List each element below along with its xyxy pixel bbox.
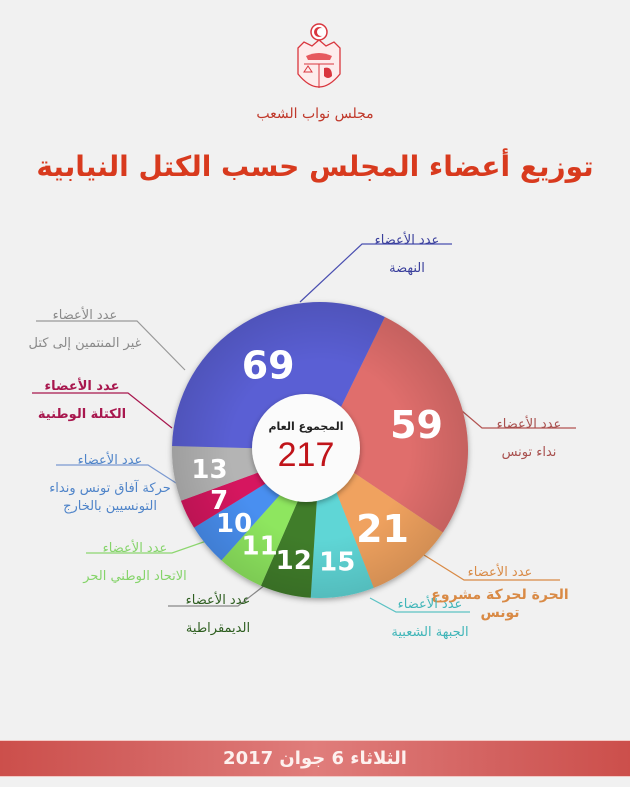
bloc-name-horra: الحرة لحركة مشروع تونس bbox=[431, 587, 569, 621]
bloc-name-ittihad: الاتحاد الوطني الحر bbox=[83, 569, 187, 584]
bloc-name-independents: غير المنتمين إلى كتل bbox=[28, 336, 142, 351]
callout-democratic bbox=[168, 592, 268, 638]
callout-watania bbox=[32, 378, 132, 424]
slice-value: 10 bbox=[216, 508, 253, 539]
member-count-caption: عدد الأعضاء bbox=[185, 593, 251, 608]
slice-value: 69 bbox=[241, 343, 295, 388]
member-count-caption: عدد الأعضاء bbox=[496, 417, 562, 432]
callout-ittihad bbox=[70, 540, 200, 586]
member-count-caption: عدد الأعضاء bbox=[44, 379, 120, 394]
center-label: المجموع العام bbox=[268, 420, 344, 433]
slice-value: 7 bbox=[210, 485, 229, 516]
slice-value: 13 bbox=[191, 455, 228, 486]
bloc-name-democratic: الديمقراطية bbox=[185, 621, 251, 636]
slice-value: 21 bbox=[356, 507, 409, 552]
org-name: مجلس نواب الشعب bbox=[256, 106, 374, 122]
slice-value: 15 bbox=[319, 547, 356, 578]
page-title: توزيع أعضاء المجلس حسب الكتل النيابية bbox=[36, 150, 594, 183]
callout-independents bbox=[20, 307, 150, 353]
center-total: 217 bbox=[277, 436, 335, 474]
slice-value: 59 bbox=[390, 403, 444, 448]
member-count-caption: عدد الأعضاء bbox=[397, 597, 463, 612]
member-count-caption: عدد الأعضاء bbox=[374, 233, 440, 248]
date-banner: الثلاثاء 6 جوان 2017 bbox=[0, 740, 630, 777]
bloc-name-jabha: الجبهة الشعبية bbox=[391, 625, 469, 640]
member-count-caption: عدد الأعضاء bbox=[77, 453, 143, 468]
bloc-name-watania: الكتلة الوطنية bbox=[37, 407, 127, 422]
callout-jabha bbox=[380, 596, 480, 642]
slice-value: 12 bbox=[275, 545, 312, 576]
bloc-name-afek: حركة آفاق تونس ونداء التونسيين بالخارج bbox=[49, 481, 171, 514]
callout-nahda bbox=[362, 232, 452, 278]
callout-nidaa bbox=[482, 416, 576, 462]
member-count-caption: عدد الأعضاء bbox=[102, 541, 168, 556]
member-count-caption: عدد الأعضاء bbox=[467, 565, 533, 580]
bloc-name-nidaa: نداء تونس bbox=[501, 445, 557, 460]
slice-value: 11 bbox=[241, 531, 278, 562]
bloc-name-nahda: النهضة bbox=[389, 261, 425, 276]
member-count-caption: عدد الأعضاء bbox=[52, 308, 118, 323]
callout-afek bbox=[40, 452, 180, 516]
